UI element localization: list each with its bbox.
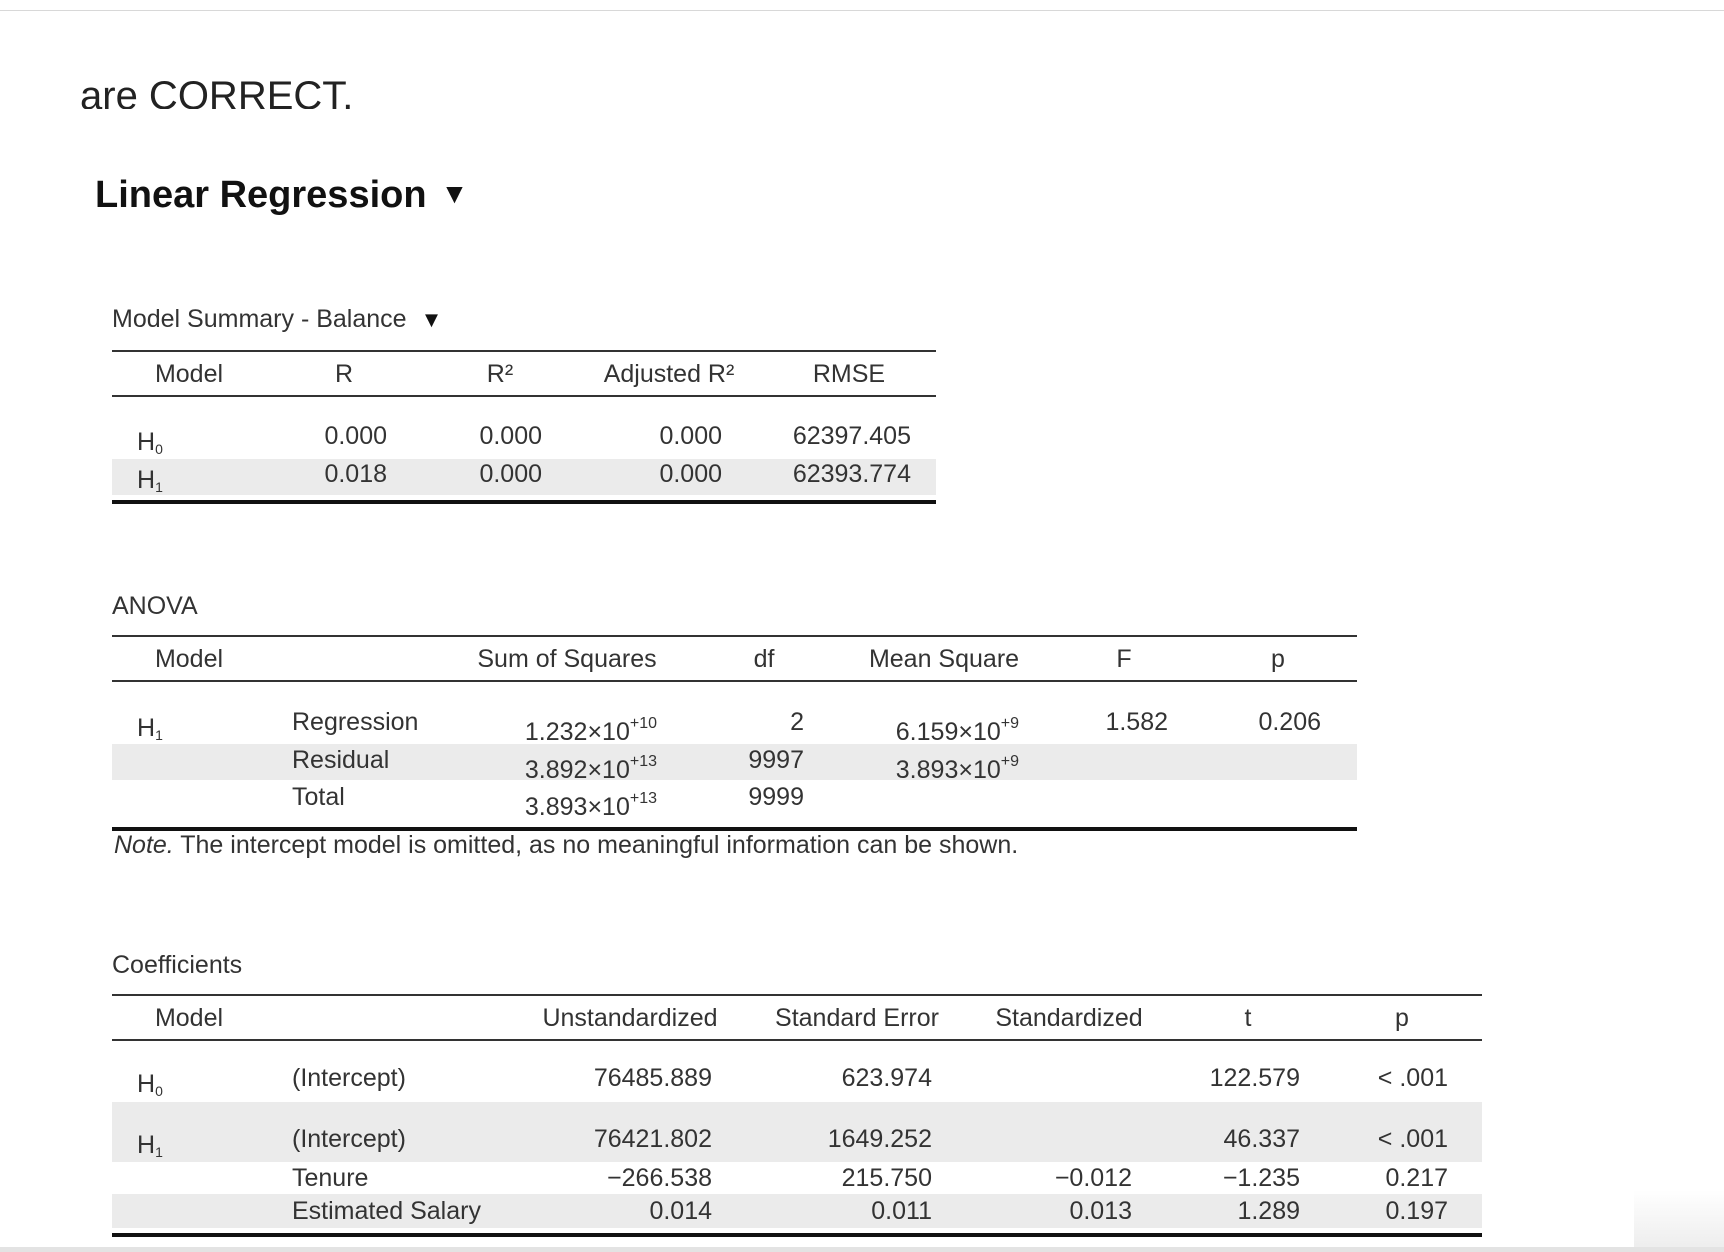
- mean-square-mantissa: 3.893×10: [895, 756, 1001, 784]
- cell-t: 1.289: [1237, 1197, 1300, 1225]
- cell-unstandardized: −266.538: [607, 1164, 712, 1192]
- cell-term: Estimated Salary: [292, 1197, 481, 1225]
- header-model: Model: [154, 1004, 224, 1032]
- cell-source: Residual: [292, 746, 390, 774]
- cell-standard-error: 623.974: [841, 1064, 932, 1092]
- header-adjusted-r2: Adjusted R²: [603, 360, 735, 388]
- table-header: [112, 996, 1482, 1041]
- model-label: [137, 427, 163, 464]
- cell-standard-error: 1649.252: [827, 1125, 932, 1153]
- cell-mean-square: [896, 709, 1019, 747]
- model-summary-caret-icon[interactable]: ▼: [420, 307, 443, 332]
- header-model: Model: [154, 360, 224, 388]
- header-mean-square: Mean Square: [868, 645, 1020, 673]
- sum-of-squares-exponent: +10: [629, 715, 657, 732]
- cell-term: (Intercept): [292, 1064, 406, 1092]
- model-label-subscript: 1: [155, 479, 163, 495]
- analysis-menu-caret-icon[interactable]: ▼: [440, 178, 469, 209]
- cell-r: 0.018: [324, 460, 387, 488]
- cell-mean-square: [896, 747, 1019, 785]
- cell-rmse: 62397.405: [792, 422, 911, 450]
- header-rmse: RMSE: [812, 360, 886, 388]
- header-df: df: [753, 645, 775, 673]
- note-text: The intercept model is omitted, as no meaningful information can be shown.: [173, 831, 1019, 859]
- cell-unstandardized: 76485.889: [593, 1064, 712, 1092]
- model-label-subscript: 0: [155, 1083, 163, 1099]
- cell-t: −1.235: [1222, 1164, 1300, 1192]
- header-p: p: [1395, 1004, 1409, 1032]
- anova-title: ANOVA: [112, 592, 198, 620]
- cell-standardized: 0.013: [1069, 1197, 1132, 1225]
- header-t: t: [1244, 1004, 1252, 1032]
- model-summary-table: [112, 350, 936, 504]
- table-header: [112, 352, 936, 397]
- cell-source: Total: [292, 783, 345, 811]
- cell-standardized: −0.012: [1054, 1164, 1132, 1192]
- cell-df: 2: [790, 708, 804, 736]
- mean-square-mantissa: 6.159×10: [895, 718, 1001, 746]
- cell-source: Regression: [292, 708, 419, 736]
- model-label-text: H: [137, 1070, 156, 1098]
- table-header: [112, 637, 1357, 682]
- analysis-title-text: Linear Regression: [95, 174, 427, 216]
- cell-p: < .001: [1377, 1064, 1448, 1092]
- scroll-shadow: [1634, 1190, 1724, 1252]
- cell-unstandardized: 0.014: [649, 1197, 712, 1225]
- sum-of-squares-exponent: +13: [629, 753, 657, 770]
- model-label-text: H: [137, 428, 156, 456]
- header-r2: R²: [486, 360, 514, 388]
- sum-of-squares-mantissa: 3.893×10: [524, 793, 630, 821]
- cell-rmse: 62393.774: [792, 460, 911, 488]
- analysis-title[interactable]: [95, 174, 468, 217]
- note-label: Note.: [114, 831, 174, 859]
- cell-p: < .001: [1377, 1125, 1448, 1153]
- cell-term: (Intercept): [292, 1125, 406, 1153]
- top-divider: [0, 10, 1724, 11]
- cell-t: 122.579: [1209, 1064, 1300, 1092]
- cell-sum-of-squares: [525, 709, 657, 747]
- header-p: p: [1271, 645, 1285, 673]
- model-label: [137, 713, 163, 750]
- header-standardized: Standardized: [995, 1004, 1143, 1032]
- model-label-subscript: 1: [155, 1144, 163, 1160]
- model-summary-title-text: Model Summary - Balance: [112, 305, 407, 333]
- cell-p: 0.217: [1385, 1164, 1448, 1192]
- model-label: [137, 465, 163, 502]
- model-label-text: H: [137, 466, 156, 494]
- anova-table: [112, 635, 1357, 831]
- header-unstandardized: Unstandardized: [542, 1004, 718, 1032]
- sum-of-squares-exponent: +13: [629, 790, 657, 807]
- model-label: [137, 1130, 163, 1167]
- cell-standard-error: 215.750: [841, 1164, 932, 1192]
- cell-r2: 0.000: [479, 460, 542, 488]
- mean-square-exponent: +9: [1000, 715, 1019, 732]
- cell-r2: 0.000: [479, 422, 542, 450]
- cell-df: 9999: [748, 783, 804, 811]
- model-label-subscript: 1: [155, 727, 163, 743]
- header-sum-of-squares: Sum of Squares: [477, 645, 657, 673]
- cell-term: Tenure: [292, 1164, 369, 1192]
- cell-f: 1.582: [1105, 708, 1168, 736]
- sum-of-squares-mantissa: 1.232×10: [524, 718, 630, 746]
- question-text-fragment: are CORRECT.: [80, 74, 354, 109]
- cell-df: 9997: [748, 746, 804, 774]
- header-model: Model: [154, 645, 224, 673]
- sum-of-squares-mantissa: 3.892×10: [524, 756, 630, 784]
- model-label-text: H: [137, 1131, 156, 1159]
- cell-standard-error: 0.011: [871, 1197, 932, 1225]
- model-summary-title[interactable]: [112, 305, 442, 334]
- coefficients-title: Coefficients: [112, 951, 243, 979]
- model-label-subscript: 0: [155, 441, 163, 457]
- coefficients-table: [112, 994, 1482, 1237]
- header-standard-error: Standard Error: [775, 1004, 939, 1032]
- model-label: [137, 1069, 163, 1106]
- model-label-text: H: [137, 714, 156, 742]
- header-f: F: [1116, 645, 1132, 673]
- cell-sum-of-squares: [525, 784, 657, 822]
- cell-t: 46.337: [1223, 1125, 1300, 1153]
- cell-unstandardized: 76421.802: [593, 1125, 712, 1153]
- mean-square-exponent: +9: [1000, 753, 1019, 770]
- header-r: R: [334, 360, 354, 388]
- anova-note: [114, 831, 1018, 860]
- cell-adjusted-r2: 0.000: [659, 460, 722, 488]
- cell-adjusted-r2: 0.000: [659, 422, 722, 450]
- cell-p: 0.206: [1258, 708, 1321, 736]
- cell-r: 0.000: [324, 422, 387, 450]
- bottom-edge: [0, 1247, 1724, 1252]
- cell-sum-of-squares: [525, 747, 657, 785]
- cell-p: 0.197: [1385, 1197, 1448, 1225]
